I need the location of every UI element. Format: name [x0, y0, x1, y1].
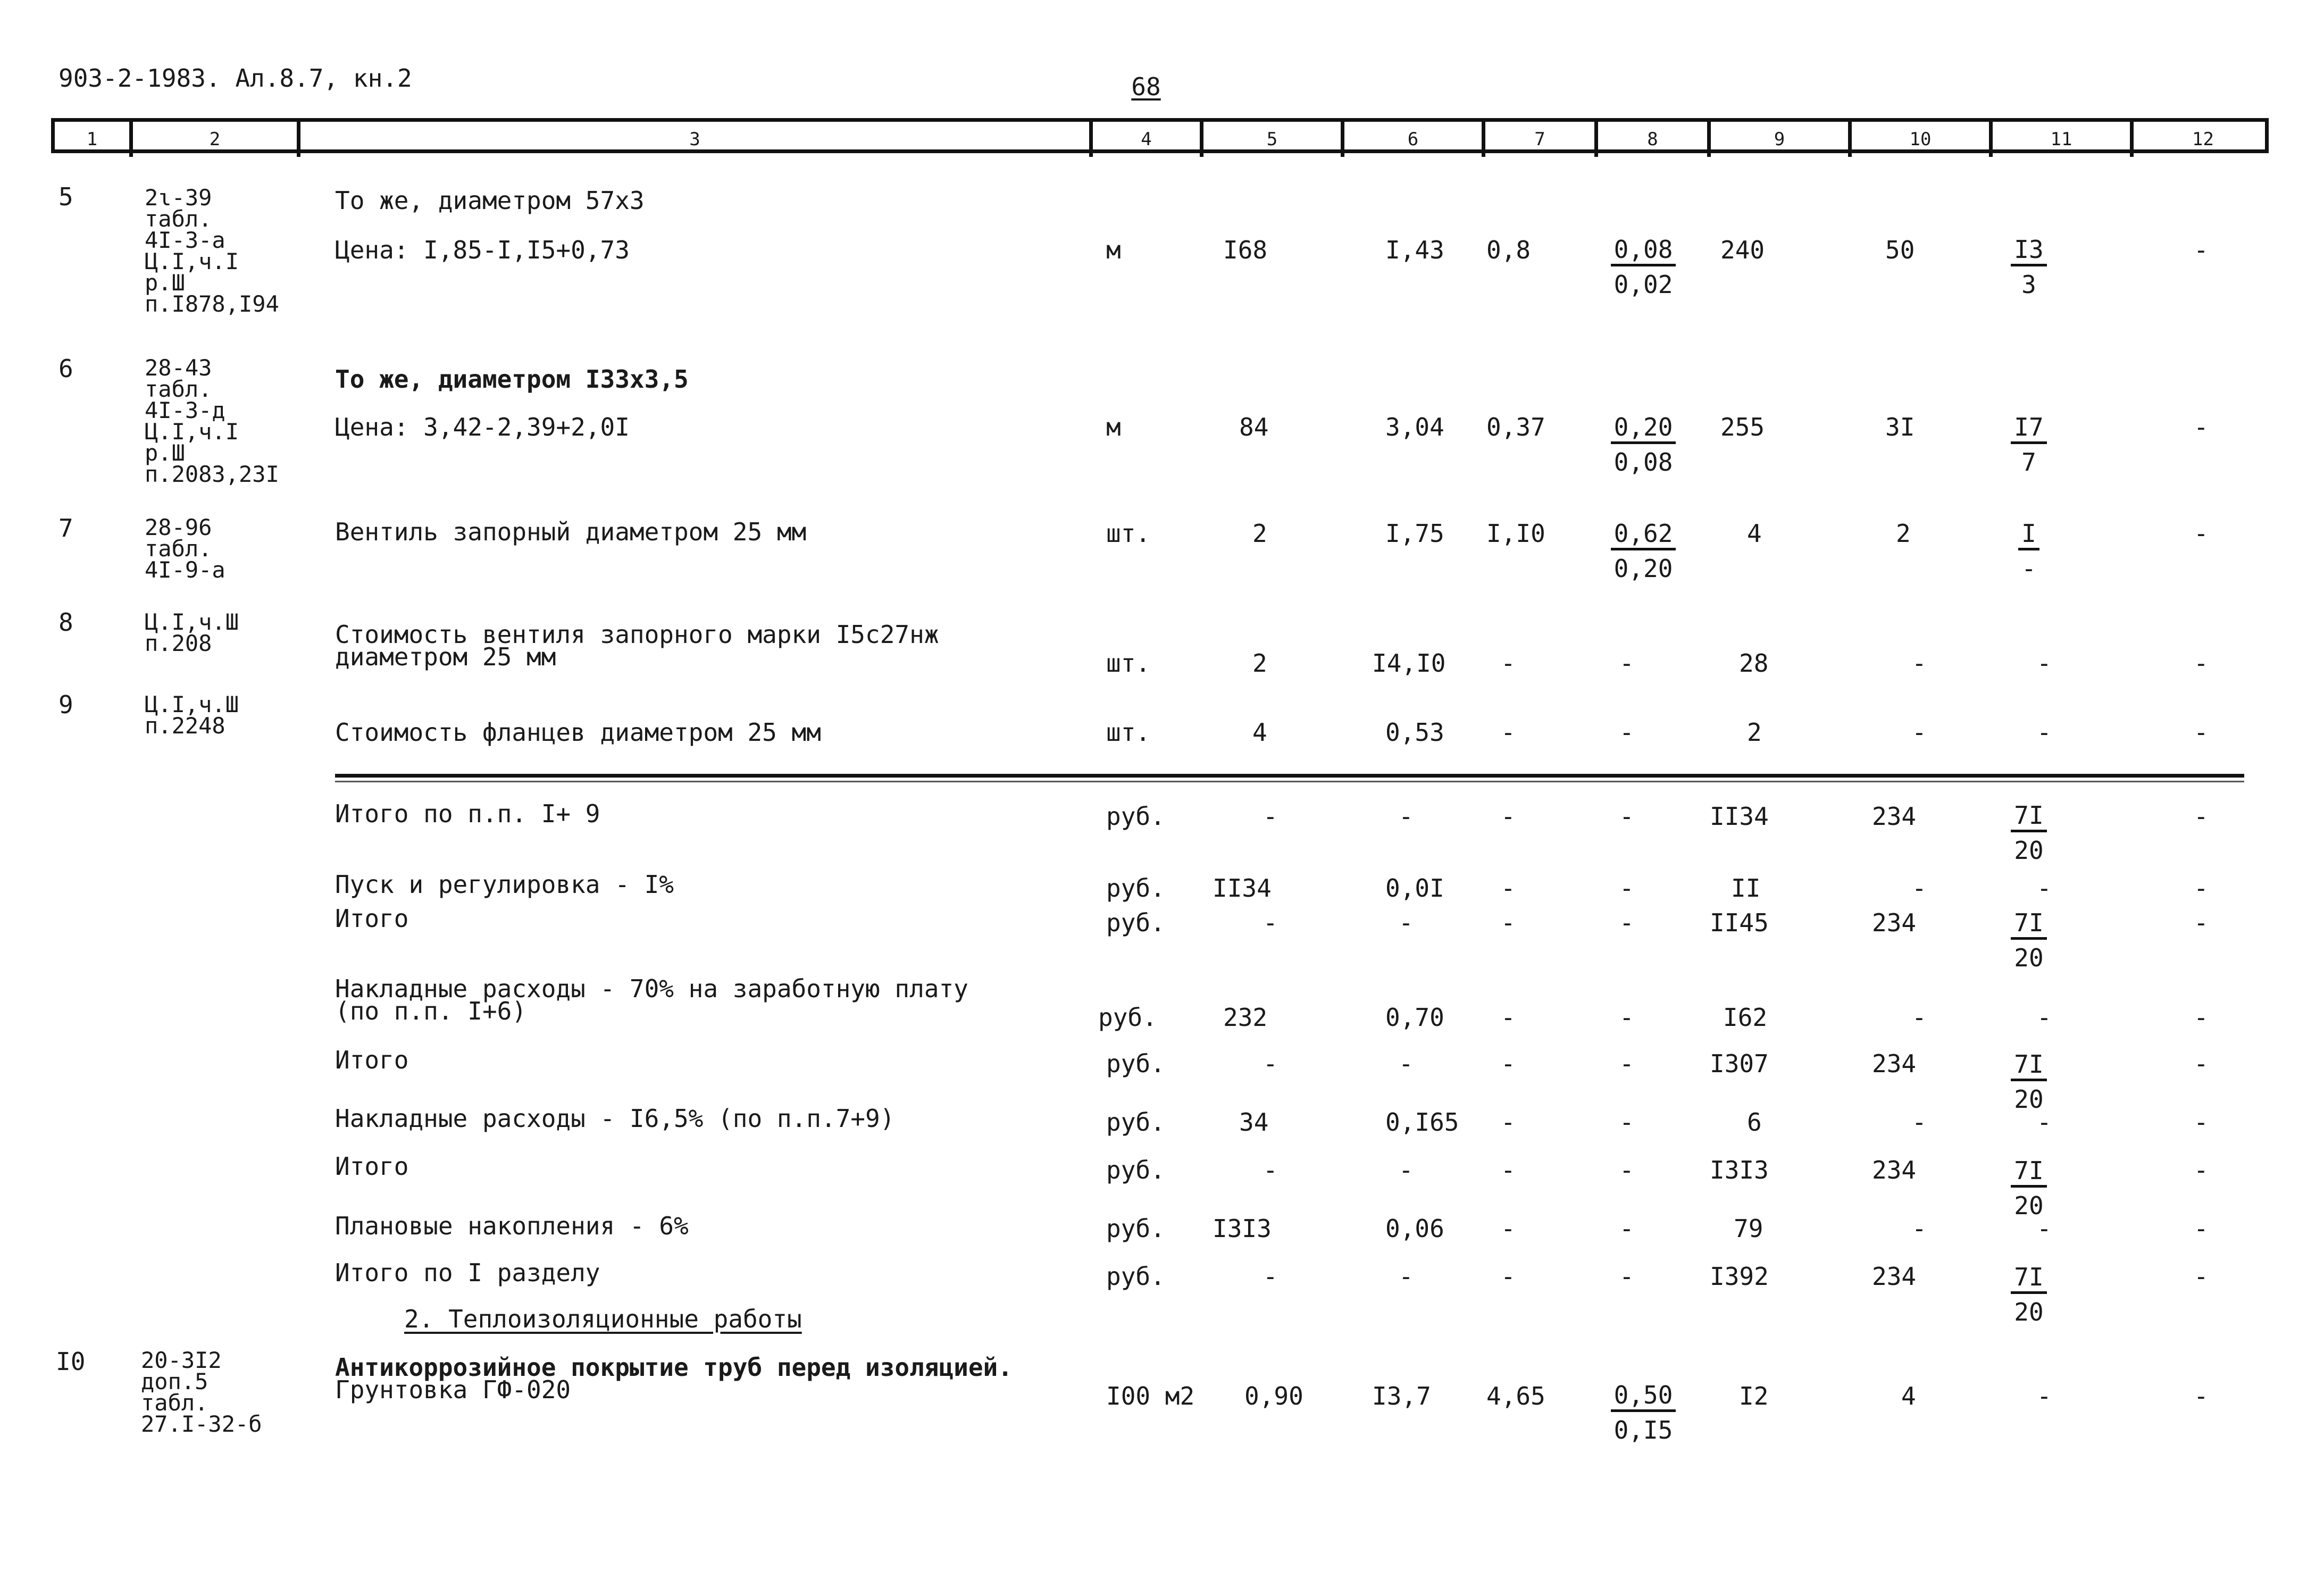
summary-9-c9: I392 — [1710, 1262, 1769, 1291]
summary-4-unit: руб. — [1098, 1003, 1157, 1032]
row-10-description: Антикоррозийное покрытие труб перед изоляцией. Грунтовка ГФ-020 — [335, 1353, 1013, 1404]
row-8-c11: - — [2037, 649, 2052, 678]
row-5-unit: м — [1106, 236, 1121, 264]
row-5-code: 2ɩ-39 табл. 4I-3-а Ц.I,ч.I р.Ш п.I878,I94 — [145, 185, 279, 317]
summary-6-c6: 0,I65 — [1385, 1108, 1459, 1137]
row-8-c5: 2 — [1252, 649, 1267, 678]
summary-1-c11: $\frac{7I}{20}$ — [1992, 798, 2066, 868]
summary-6-c5: 34 — [1239, 1108, 1269, 1137]
summary-5-c12: - — [2194, 1049, 2209, 1078]
summary-2-c7: - — [1501, 874, 1516, 903]
summary-7-c12: - — [2194, 1156, 2209, 1184]
summary-6-label: Накладные расходы - I6,5% (по п.п.7+9) — [335, 1104, 895, 1133]
summary-7-c9: I3I3 — [1710, 1156, 1769, 1184]
summary-1-c7: - — [1501, 802, 1516, 831]
summary-3-c5: - — [1263, 908, 1278, 937]
summary-6-c11: - — [2037, 1108, 2052, 1137]
summary-6-c10: - — [1912, 1108, 1927, 1137]
summary-1-c12: - — [2194, 802, 2209, 831]
summary-4-c12: - — [2194, 1003, 2209, 1032]
row-10-c5: 0,90 — [1244, 1382, 1303, 1410]
page-number: 68 — [1131, 72, 1161, 101]
summary-8-c8: - — [1619, 1214, 1634, 1243]
row-6-unit: м — [1106, 413, 1121, 441]
summary-1-c5: - — [1263, 802, 1278, 831]
row-8-number: 8 — [58, 608, 73, 637]
column-header-11: 11 — [1989, 122, 2130, 157]
row-6-price: Цена: 3,42-2,39+2,0I — [335, 413, 630, 441]
row-6-number: 6 — [58, 354, 73, 383]
summary-9-c6: - — [1399, 1262, 1414, 1291]
document-reference: 903-2-1983. Ал.8.7, кн.2 — [58, 64, 412, 93]
summary-3-unit: руб. — [1106, 908, 1165, 937]
row-7-c5: 2 — [1252, 519, 1267, 548]
column-header-5: 5 — [1200, 122, 1341, 157]
column-header-7: 7 — [1482, 122, 1594, 157]
row-9-c5: 4 — [1252, 718, 1267, 747]
row-8-c7: - — [1501, 649, 1516, 678]
summary-9-c12: - — [2194, 1262, 2209, 1291]
summary-4-c7: - — [1501, 1003, 1516, 1032]
row-5-c7: 0,8 — [1486, 236, 1531, 264]
row-9-number: 9 — [58, 690, 73, 719]
summary-5-c5: - — [1263, 1049, 1278, 1078]
row-9-c8: - — [1619, 718, 1634, 747]
summary-6-c9: 6 — [1747, 1108, 1762, 1137]
row-8-code: Ц.I,ч.Ш п.208 — [145, 609, 239, 656]
row-5-c10: 50 — [1885, 236, 1915, 264]
row-7-unit: шт. — [1106, 519, 1151, 548]
row-8-description: Стоимость вентиля запорного марки I5с27нж диаметром 25 мм — [335, 620, 939, 671]
summary-8-label: Плановые накопления - 6% — [335, 1212, 689, 1240]
summary-4-c8: - — [1619, 1003, 1634, 1032]
row-5-c8: $\frac{0,08}{0,02}$ — [1595, 232, 1691, 302]
row-6-c12: - — [2194, 413, 2209, 441]
summary-3-label: Итого — [335, 904, 409, 933]
row-10-c6: I3,7 — [1372, 1382, 1431, 1410]
row-7-number: 7 — [58, 514, 73, 542]
row-6-c5: 84 — [1239, 413, 1269, 441]
row-5-c11: $\frac{I3}{3}$ — [1992, 232, 2066, 302]
subtotal-divider-2 — [335, 781, 2244, 782]
row-7-c8: $\frac{0,62}{0,20}$ — [1595, 516, 1691, 586]
section-2-heading: 2. Теплоизоляционные работы — [404, 1305, 802, 1333]
row-6-c6: 3,04 — [1385, 413, 1444, 441]
summary-1-c8: - — [1619, 802, 1634, 831]
summary-2-c9: II — [1731, 874, 1761, 903]
summary-8-c10: - — [1912, 1214, 1927, 1243]
summary-4-c5: 232 — [1223, 1003, 1268, 1032]
row-10-c10: 4 — [1901, 1382, 1916, 1410]
row-9-c10: - — [1912, 718, 1927, 747]
summary-7-c11: $\frac{7I}{20}$ — [1992, 1153, 2066, 1223]
summary-5-c7: - — [1501, 1049, 1516, 1078]
row-5-number: 5 — [58, 182, 73, 211]
summary-7-c5: - — [1263, 1156, 1278, 1184]
summary-5-unit: руб. — [1106, 1049, 1165, 1078]
column-header-9: 9 — [1707, 122, 1848, 157]
row-9-unit: шт. — [1106, 718, 1151, 747]
summary-1-unit: руб. — [1106, 802, 1165, 831]
summary-1-c9: II34 — [1710, 802, 1769, 831]
summary-5-c8: - — [1619, 1049, 1634, 1078]
summary-8-c11: - — [2037, 1214, 2052, 1243]
summary-1-c10: 234 — [1872, 802, 1917, 831]
summary-8-c5: I3I3 — [1213, 1214, 1272, 1243]
column-header-6: 6 — [1341, 122, 1482, 157]
summary-5-c9: I307 — [1710, 1049, 1769, 1078]
row-7-c7: I,I0 — [1486, 519, 1545, 548]
summary-7-label: Итого — [335, 1152, 409, 1181]
summary-5-c6: - — [1399, 1049, 1414, 1078]
row-6-code: 28-43 табл. 4I-3-д Ц.I,ч.I р.Ш п.2083,23I — [145, 355, 279, 487]
row-10-code: 20-3I2 доп.5 табл. 27.I-32-б — [141, 1347, 262, 1437]
summary-9-c11: $\frac{7I}{20}$ — [1992, 1259, 2066, 1330]
subtotal-divider — [335, 774, 2244, 778]
row-8-c8: - — [1619, 649, 1634, 678]
row-8-c12: - — [2194, 649, 2209, 678]
summary-3-c12: - — [2194, 908, 2209, 937]
row-6-c7: 0,37 — [1486, 413, 1545, 441]
summary-3-c7: - — [1501, 908, 1516, 937]
summary-8-c7: - — [1501, 1214, 1516, 1243]
row-6-c11: $\frac{I7}{7}$ — [1992, 410, 2066, 480]
summary-9-c7: - — [1501, 1262, 1516, 1291]
row-9-c6: 0,53 — [1385, 718, 1444, 747]
row-8-c6: I4,I0 — [1372, 649, 1446, 678]
row-6-description: То же, диаметром I33x3,5 — [335, 365, 689, 394]
row-9-c12: - — [2194, 718, 2209, 747]
row-7-c6: I,75 — [1385, 519, 1444, 548]
column-header-1: 1 — [86, 129, 98, 150]
summary-3-c9: II45 — [1710, 908, 1769, 937]
summary-4-c9: I62 — [1723, 1003, 1768, 1032]
row-9-c9: 2 — [1747, 718, 1762, 747]
summary-5-label: Итого — [335, 1046, 409, 1074]
column-header-3: 3 — [297, 122, 1089, 157]
summary-6-c7: - — [1501, 1108, 1516, 1137]
summary-2-unit: руб. — [1106, 874, 1165, 903]
row-5-description: То же, диаметром 57x3 — [335, 186, 645, 215]
summary-9-c5: - — [1263, 1262, 1278, 1291]
summary-3-c8: - — [1619, 908, 1634, 937]
row-9-c7: - — [1501, 718, 1516, 747]
column-header-8: 8 — [1594, 122, 1707, 157]
summary-9-c8: - — [1619, 1262, 1634, 1291]
summary-8-c12: - — [2194, 1214, 2209, 1243]
summary-4-c6: 0,70 — [1385, 1003, 1444, 1032]
row-7-code: 28-96 табл. 4I-9-а — [145, 514, 225, 583]
column-header-2: 2 — [129, 122, 297, 157]
summary-2-label: Пуск и регулировка - I% — [335, 870, 674, 899]
summary-1-label: Итого по п.п. I+ 9 — [335, 799, 600, 828]
summary-7-c6: - — [1399, 1156, 1414, 1184]
summary-4-label: Накладные расходы - 70% на заработную плату (по п.п. I+6) — [335, 974, 968, 1025]
row-8-c9: 28 — [1739, 649, 1769, 678]
row-9-c11: - — [2037, 718, 2052, 747]
row-9-code: Ц.I,ч.Ш п.2248 — [145, 691, 239, 739]
summary-2-c8: - — [1619, 874, 1634, 903]
summary-8-unit: руб. — [1106, 1214, 1165, 1243]
summary-2-c11: - — [2037, 874, 2052, 903]
row-5-c12: - — [2194, 236, 2209, 264]
row-10-c9: I2 — [1739, 1382, 1769, 1410]
row-5-c6: I,43 — [1385, 236, 1444, 264]
summary-7-c10: 234 — [1872, 1156, 1917, 1184]
row-10-c7: 4,65 — [1486, 1382, 1545, 1410]
column-header-12: 12 — [2130, 122, 2272, 157]
row-5-c9: 240 — [1720, 236, 1765, 264]
row-6-c10: 3I — [1885, 413, 1915, 441]
row-10-number: I0 — [56, 1347, 86, 1376]
summary-4-c10: - — [1912, 1003, 1927, 1032]
row-6-c8: $\frac{0,20}{0,08}$ — [1595, 410, 1691, 480]
row-8-c10: - — [1912, 649, 1927, 678]
row-10-c11: - — [2037, 1382, 2052, 1410]
summary-4-c11: - — [2037, 1003, 2052, 1032]
summary-3-c10: 234 — [1872, 908, 1917, 937]
row-7-c9: 4 — [1747, 519, 1762, 548]
column-header-10: 10 — [1848, 122, 1989, 157]
summary-2-c12: - — [2194, 874, 2209, 903]
row-7-description: Вентиль запорный диаметром 25 мм — [335, 517, 807, 546]
summary-7-c8: - — [1619, 1156, 1634, 1184]
summary-8-c6: 0,06 — [1385, 1214, 1444, 1243]
row-10-c12: - — [2194, 1382, 2209, 1410]
row-7-c10: 2 — [1896, 519, 1911, 548]
row-10-c8: $\frac{0,50}{0,I5}$ — [1595, 1377, 1691, 1448]
summary-9-label: Итого по I разделу — [335, 1258, 600, 1287]
row-5-c5: I68 — [1223, 236, 1268, 264]
summary-9-unit: руб. — [1106, 1262, 1165, 1291]
column-header-row — [51, 118, 2269, 153]
summary-5-c11: $\frac{7I}{20}$ — [1992, 1047, 2066, 1117]
row-10-unit: I00 м2 — [1106, 1382, 1195, 1410]
row-8-unit: шт. — [1106, 649, 1151, 678]
column-header-4: 4 — [1089, 122, 1200, 157]
summary-3-c11: $\frac{7I}{20}$ — [1992, 905, 2066, 975]
row-6-c9: 255 — [1720, 413, 1765, 441]
row-9-description: Стоимость фланцев диаметром 25 мм — [335, 718, 821, 747]
row-7-c12: - — [2194, 519, 2209, 548]
summary-6-unit: руб. — [1106, 1108, 1165, 1137]
summary-5-c10: 234 — [1872, 1049, 1917, 1078]
row-7-c11: I - — [1992, 516, 2066, 586]
summary-9-c10: 234 — [1872, 1262, 1917, 1291]
summary-6-c12: - — [2194, 1108, 2209, 1137]
summary-2-c10: - — [1912, 874, 1927, 903]
summary-1-c6: - — [1399, 802, 1414, 831]
summary-7-c7: - — [1501, 1156, 1516, 1184]
summary-7-unit: руб. — [1106, 1156, 1165, 1184]
summary-2-c5: II34 — [1213, 874, 1272, 903]
summary-8-c9: 79 — [1734, 1214, 1763, 1243]
row-5-price: Цена: I,85-I,I5+0,73 — [335, 236, 630, 264]
summary-2-c6: 0,0I — [1385, 874, 1444, 903]
summary-3-c6: - — [1399, 908, 1414, 937]
summary-6-c8: - — [1619, 1108, 1634, 1137]
